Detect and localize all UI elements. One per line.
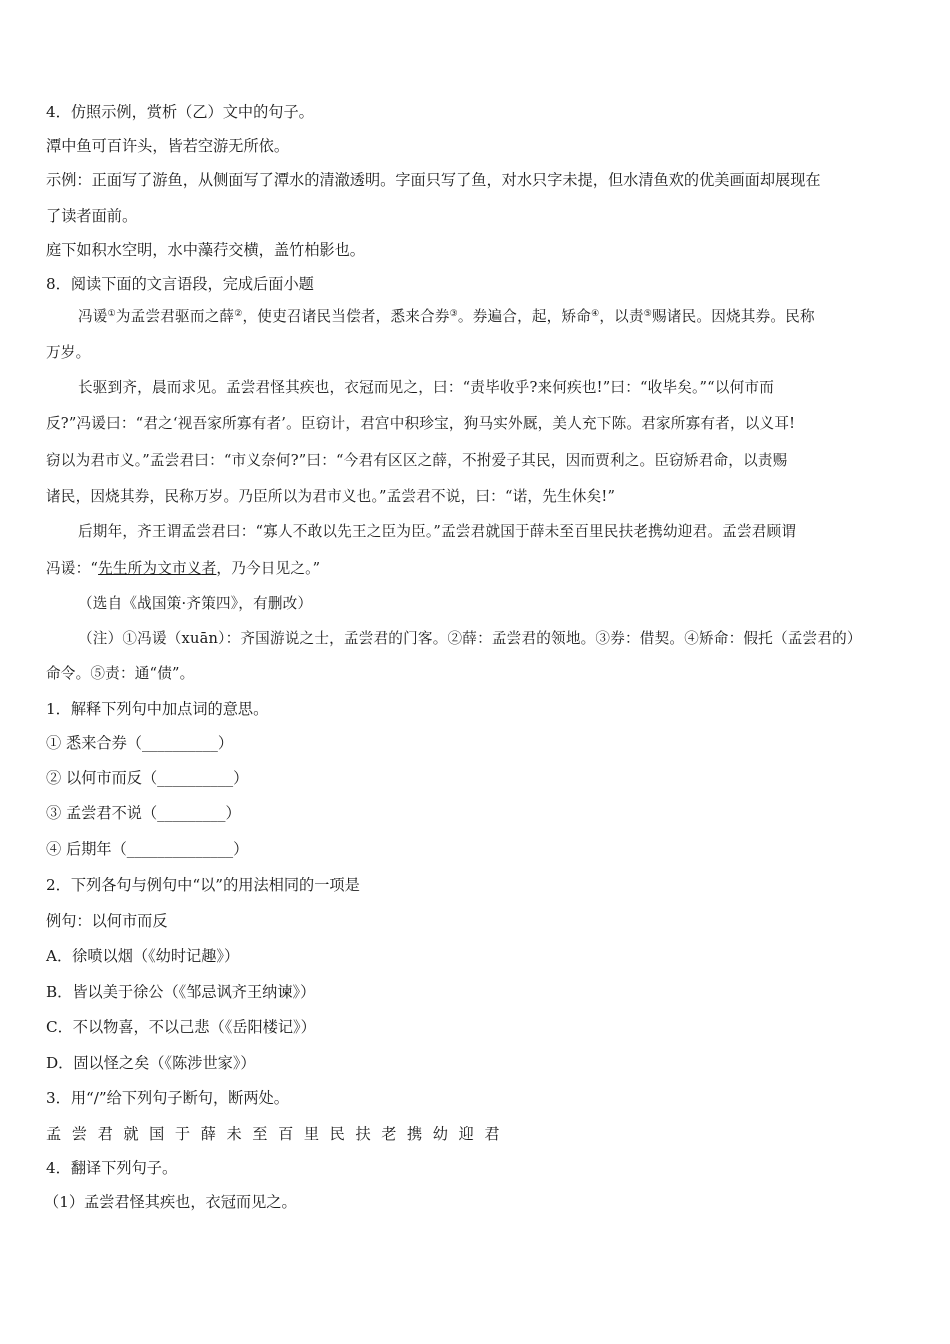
sub1-title: 1．解释下列句中加点词的意思。	[46, 700, 269, 718]
sub1-item-3: ③ 孟尝君不说（_________）	[46, 804, 241, 822]
q8-title: 8．阅读下面的文言语段，完成后面小题	[46, 275, 314, 293]
sub1-item-2: ② 以何市而反（__________）	[46, 769, 249, 787]
notes-line1: （注）①冯谖（xuān）：齐国游说之士，孟尝君的门客。②薛：孟尝君的领地。③券：借契。④矫命：假托（孟尝君的）	[78, 630, 862, 647]
sub2-option-c: C．不以物喜，不以己悲（《岳阳楼记》）	[46, 1018, 316, 1036]
classical-p3-line1: 后期年，齐王谓孟尝君曰：“寡人不敢以先王之臣为臣。”孟尝君就国于薛未至百里民扶老携幼迎君。孟尝君顾谓	[78, 523, 797, 540]
q4-example-line2: 了读者面前。	[46, 207, 138, 225]
q4-target-sentence: 庭下如积水空明，水中藻荇交横，盖竹柏影也。	[46, 241, 365, 259]
sub4-title: 4．翻译下列句子。	[46, 1159, 178, 1177]
underlined-word: 者	[201, 560, 217, 577]
q4-example-line1: 示例：正面写了游鱼，从侧面写了潭水的清澈透明。字面只写了鱼，对水只字未提，但水清鱼欢的优美画面却展现在	[46, 171, 821, 189]
classical-p2-line1: 长驱到齐，晨而求见。孟尝君怪其疾也，衣冠而见之，曰：“责毕收乎?来何疾也!”曰：“收毕矣。”“以何市而	[78, 379, 775, 396]
sub1-item-1: ① 悉来合券（__________）	[46, 734, 234, 752]
classical-p2-line2: 反?”冯谖曰：“君之‘视吾家所寡有者’。臣窃计，君宫中积珍宝，狗马实外厩，美人充下陈。君家所寡有者，以义耳!	[46, 415, 796, 432]
classical-p1-line2: 万岁。	[46, 344, 91, 361]
sub3-title: 3．用“/”给下列句子断句，断两处。	[46, 1089, 289, 1107]
source-citation: （选自《战国策·齐策四》，有删改）	[78, 595, 313, 612]
sub2-option-a: A．徐喷以烟（《幼时记趣》）	[46, 947, 240, 965]
sub2-title: 2．下列各句与例句中“以”的用法相同的一项是	[46, 876, 360, 894]
sub2-option-d: D．固以怪之矣（《陈涉世家》）	[46, 1054, 256, 1072]
classical-p2-line4: 诸民，因烧其券，民称万岁。乃臣所以为君市义也。”孟尝君不说，曰：“诺，先生休矣!”	[46, 488, 616, 505]
q4-title: 4．仿照示例，赏析（乙）文中的句子。	[46, 103, 314, 121]
underlined-phrase: 先生所为文市义	[98, 560, 202, 577]
q4-sentence: 潭中鱼可百许头，皆若空游无所依。	[46, 137, 289, 155]
classical-p2-line3: 窃以为君市义。”孟尝君曰：“市义奈何?”曰：“今君有区区之薛，不拊爱子其民，因而贾利之。臣窃矫君命，以责赐	[46, 452, 788, 469]
notes-line2: 命令。⑤责：通“债”。	[46, 665, 195, 682]
sub4-item-1: （1）孟尝君怪其疾也，衣冠而见之。	[44, 1193, 297, 1211]
classical-p3-line2: 冯谖：“先生所为文市义者，乃今日见之。”	[46, 560, 321, 577]
classical-p1-line1: 冯谖①为孟尝君驱而之薛②，使吏召诸民当偿者，悉来合券③。券遍合，起，矫命④，以责⑤赐诸民。因烧其券。民称	[78, 308, 815, 325]
sub3-sentence: 孟尝君就国于薛未至百里民扶老携幼迎君	[46, 1125, 511, 1143]
sub2-example: 例句：以何市而反	[46, 912, 168, 930]
sub2-option-b: B．皆以美于徐公（《邹忌讽齐王纳谏》）	[46, 983, 316, 1001]
sub1-item-4: ④ 后期年（______________）	[46, 840, 249, 858]
